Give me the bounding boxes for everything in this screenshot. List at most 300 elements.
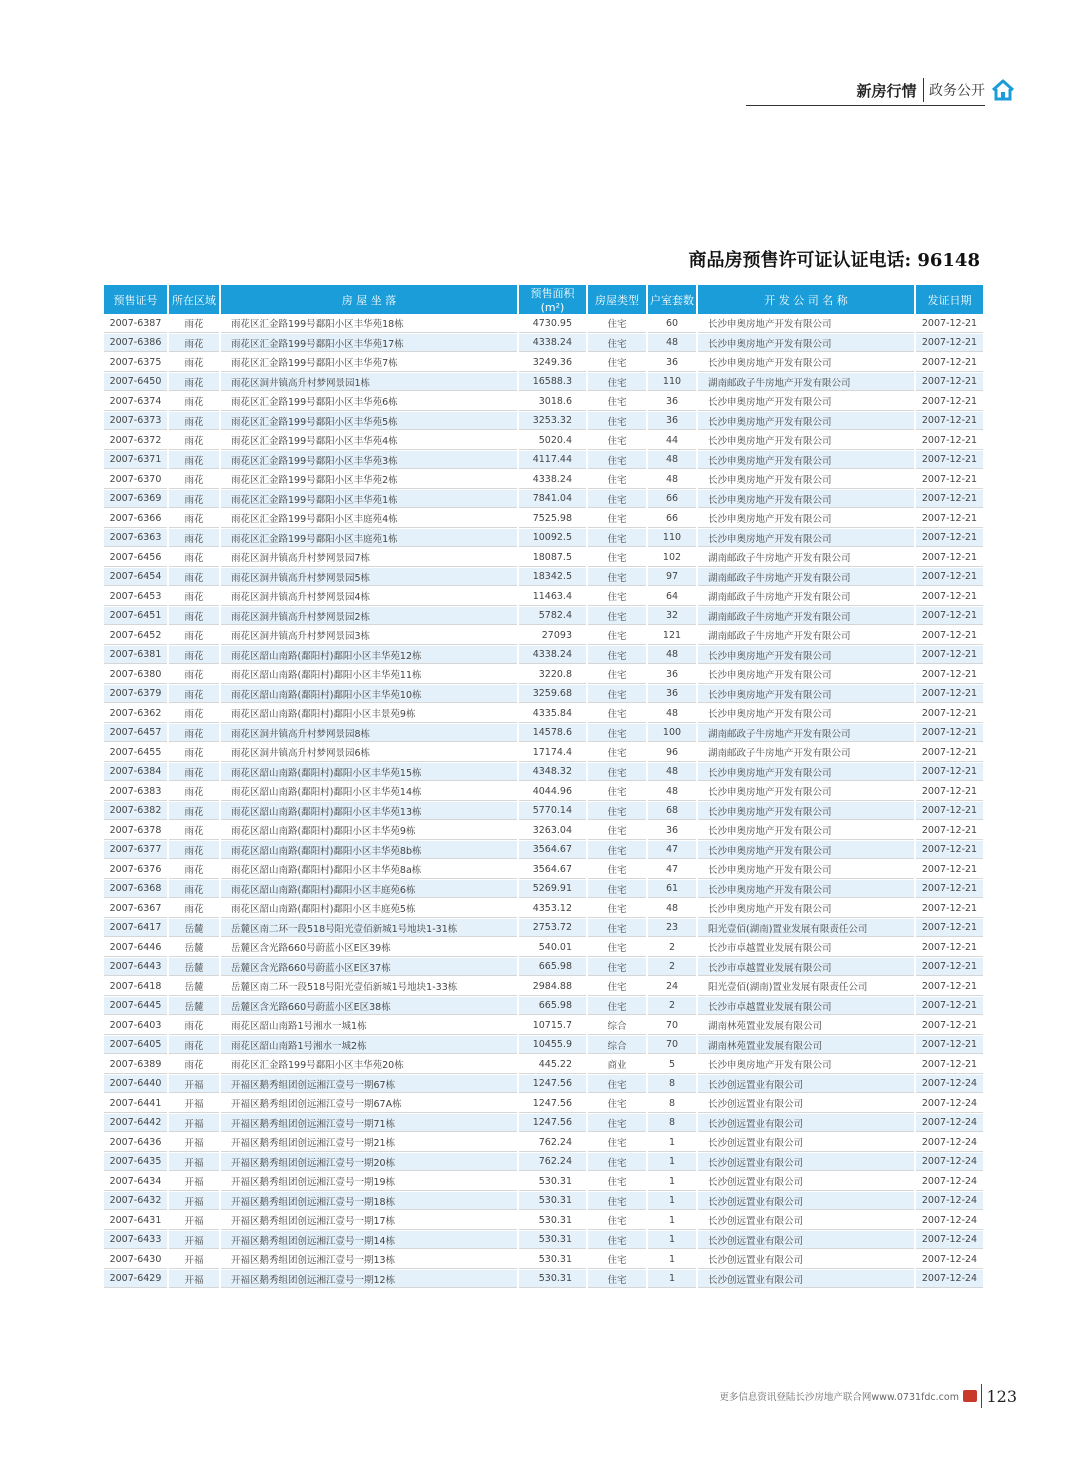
cell-developer: 湖南邮政子牛房地产开发有限公司: [698, 587, 916, 607]
table-row: [104, 1153, 983, 1173]
cell-permit-no: 2007-6384: [104, 763, 169, 783]
table-row: [104, 1250, 983, 1270]
cell-units: 1: [648, 1231, 698, 1251]
cell-type: 住宅: [588, 1094, 648, 1114]
cell-type: 住宅: [588, 899, 648, 919]
subsection-title: 政务公开: [929, 83, 985, 99]
cell-permit-no: 2007-6430: [104, 1250, 169, 1270]
cell-type: 住宅: [588, 763, 648, 783]
cell-permit-no: 2007-6403: [104, 1016, 169, 1036]
cell-units: 1: [648, 1250, 698, 1270]
cell-units: 68: [648, 802, 698, 822]
cell-area: 10455.9: [519, 1036, 588, 1056]
cell-location: 雨花区韶山南路(鄱阳村)鄱阳小区丰华苑10栋: [221, 685, 519, 705]
table-row: [104, 704, 983, 724]
cell-location: 开福区鹅秀组团创远湘江壹号一期21栋: [221, 1133, 519, 1153]
cell-district: 开福: [169, 1172, 221, 1192]
cell-area: 1247.56: [519, 1114, 588, 1134]
cell-developer: 长沙市卓越置业发展有限公司: [698, 938, 916, 958]
cell-units: 32: [648, 607, 698, 627]
cell-district: 雨花: [169, 626, 221, 646]
cell-permit-no: 2007-6441: [104, 1094, 169, 1114]
cell-units: 1: [648, 1192, 698, 1212]
cell-units: 1: [648, 1172, 698, 1192]
cell-permit-no: 2007-6382: [104, 802, 169, 822]
cell-units: 102: [648, 548, 698, 568]
cell-type: 住宅: [588, 1114, 648, 1134]
cell-location: 雨花区洞井镇高升村梦网景园2栋: [221, 607, 519, 627]
cell-area: 17174.4: [519, 743, 588, 763]
cell-developer: 长沙申奥房地产开发有限公司: [698, 470, 916, 490]
cell-type: 住宅: [588, 860, 648, 880]
cell-units: 36: [648, 412, 698, 432]
cell-area: 4338.24: [519, 334, 588, 354]
cell-district: 开福: [169, 1075, 221, 1095]
cell-permit-no: 2007-6374: [104, 392, 169, 412]
cell-area: 5269.91: [519, 880, 588, 900]
cell-district: 岳麓: [169, 919, 221, 939]
cell-location: 雨花区韶山南路1号湘水一城1栋: [221, 1016, 519, 1036]
header-rule: [746, 105, 985, 106]
cell-location: 雨花区韶山南路(鄱阳村)鄱阳小区丰庭苑6栋: [221, 880, 519, 900]
cell-type: 住宅: [588, 1250, 648, 1270]
cell-developer: 阳光壹佰(湖南)置业发展有限责任公司: [698, 977, 916, 997]
cell-permit-no: 2007-6389: [104, 1055, 169, 1075]
cell-date: 2007-12-24: [916, 1250, 983, 1270]
table-row: [104, 724, 983, 744]
cell-permit-no: 2007-6376: [104, 860, 169, 880]
cell-developer: 长沙申奥房地产开发有限公司: [698, 899, 916, 919]
cell-permit-no: 2007-6379: [104, 685, 169, 705]
table-row: [104, 470, 983, 490]
cell-units: 100: [648, 724, 698, 744]
cell-developer: 长沙申奥房地产开发有限公司: [698, 509, 916, 529]
col-area: 预售面积(m²): [519, 285, 588, 314]
cell-district: 雨花: [169, 529, 221, 549]
cell-developer: 长沙申奥房地产开发有限公司: [698, 763, 916, 783]
cell-type: 住宅: [588, 743, 648, 763]
cell-units: 8: [648, 1094, 698, 1114]
cell-area: 7841.04: [519, 490, 588, 510]
cell-date: 2007-12-21: [916, 802, 983, 822]
cell-date: 2007-12-24: [916, 1094, 983, 1114]
cell-date: 2007-12-21: [916, 958, 983, 978]
cell-district: 雨花: [169, 1016, 221, 1036]
table-row: [104, 646, 983, 666]
cell-district: 雨花: [169, 412, 221, 432]
cell-type: 住宅: [588, 997, 648, 1017]
cell-units: 1: [648, 1211, 698, 1231]
cell-developer: 长沙创远置业有限公司: [698, 1270, 916, 1290]
table-row: [104, 938, 983, 958]
table-row: [104, 1114, 983, 1134]
cell-units: 48: [648, 470, 698, 490]
cell-area: 540.01: [519, 938, 588, 958]
cell-district: 雨花: [169, 743, 221, 763]
cell-type: 住宅: [588, 607, 648, 627]
table-row: [104, 1094, 983, 1114]
cell-area: 4117.44: [519, 451, 588, 471]
cell-date: 2007-12-21: [916, 704, 983, 724]
cell-area: 4353.12: [519, 899, 588, 919]
cell-units: 66: [648, 509, 698, 529]
cell-date: 2007-12-24: [916, 1231, 983, 1251]
cell-location: 雨花区汇金路199号鄱阳小区丰庭苑1栋: [221, 529, 519, 549]
cell-units: 48: [648, 334, 698, 354]
cell-area: 665.98: [519, 958, 588, 978]
table-row: [104, 1192, 983, 1212]
cell-area: 2753.72: [519, 919, 588, 939]
cell-permit-no: 2007-6434: [104, 1172, 169, 1192]
cell-district: 开福: [169, 1270, 221, 1290]
cell-permit-no: 2007-6387: [104, 314, 169, 334]
cell-date: 2007-12-21: [916, 1036, 983, 1056]
header-divider: [923, 78, 925, 102]
cell-date: 2007-12-24: [916, 1192, 983, 1212]
cell-district: 开福: [169, 1250, 221, 1270]
cell-district: 雨花: [169, 568, 221, 588]
cell-area: 7525.98: [519, 509, 588, 529]
cell-units: 1: [648, 1270, 698, 1290]
cell-date: 2007-12-21: [916, 1055, 983, 1075]
table-row: [104, 529, 983, 549]
cell-units: 36: [648, 392, 698, 412]
cell-date: 2007-12-24: [916, 1270, 983, 1290]
cell-area: 3564.67: [519, 860, 588, 880]
cell-area: 665.98: [519, 997, 588, 1017]
cell-developer: 长沙申奥房地产开发有限公司: [698, 314, 916, 334]
cell-units: 1: [648, 1133, 698, 1153]
table-row: [104, 490, 983, 510]
table-row: [104, 860, 983, 880]
table-row: [104, 1016, 983, 1036]
cell-location: 开福区鹅秀组团创远湘江壹号一期20栋: [221, 1153, 519, 1173]
cell-type: 住宅: [588, 782, 648, 802]
table-row: [104, 1231, 983, 1251]
cell-area: 14578.6: [519, 724, 588, 744]
cell-area: 1247.56: [519, 1075, 588, 1095]
table-row: [104, 1075, 983, 1095]
home-icon: [991, 79, 1015, 101]
cell-type: 住宅: [588, 919, 648, 939]
cell-district: 雨花: [169, 782, 221, 802]
cell-area: 762.24: [519, 1133, 588, 1153]
cell-area: 2984.88: [519, 977, 588, 997]
cell-location: 雨花区汇金路199号鄱阳小区丰华苑7栋: [221, 353, 519, 373]
cell-permit-no: 2007-6380: [104, 665, 169, 685]
cell-area: 530.31: [519, 1192, 588, 1212]
cell-area: 4348.32: [519, 763, 588, 783]
cell-permit-no: 2007-6373: [104, 412, 169, 432]
cell-location: 岳麓区含光路660号蔚蓝小区E区39栋: [221, 938, 519, 958]
table-row: [104, 431, 983, 451]
cell-location: 开福区鹅秀组团创远湘江壹号一期13栋: [221, 1250, 519, 1270]
table-row: [104, 997, 983, 1017]
cell-date: 2007-12-21: [916, 568, 983, 588]
cell-district: 雨花: [169, 314, 221, 334]
cell-date: 2007-12-24: [916, 1075, 983, 1095]
cell-district: 开福: [169, 1153, 221, 1173]
cell-location: 开福区鹅秀组团创远湘江壹号一期19栋: [221, 1172, 519, 1192]
cell-developer: 长沙申奥房地产开发有限公司: [698, 431, 916, 451]
cell-permit-no: 2007-6443: [104, 958, 169, 978]
cell-date: 2007-12-21: [916, 665, 983, 685]
cell-district: 开福: [169, 1094, 221, 1114]
cell-developer: 湖南邮政子牛房地产开发有限公司: [698, 626, 916, 646]
cell-area: 530.31: [519, 1250, 588, 1270]
cell-developer: 长沙申奥房地产开发有限公司: [698, 490, 916, 510]
table-row: [104, 958, 983, 978]
cell-date: 2007-12-21: [916, 821, 983, 841]
cell-location: 雨花区洞井镇高升村梦网景园7栋: [221, 548, 519, 568]
cell-developer: 湖南邮政子牛房地产开发有限公司: [698, 607, 916, 627]
cell-district: 雨花: [169, 841, 221, 861]
cell-location: 雨花区韶山南路(鄱阳村)鄱阳小区丰庭苑5栋: [221, 899, 519, 919]
cell-date: 2007-12-21: [916, 724, 983, 744]
cell-date: 2007-12-21: [916, 431, 983, 451]
cell-type: 住宅: [588, 821, 648, 841]
cell-developer: 长沙创远置业有限公司: [698, 1231, 916, 1251]
cell-permit-no: 2007-6370: [104, 470, 169, 490]
cell-date: 2007-12-21: [916, 743, 983, 763]
cell-developer: 长沙创远置业有限公司: [698, 1211, 916, 1231]
col-date: 发证日期: [916, 285, 983, 314]
cell-developer: 长沙创远置业有限公司: [698, 1250, 916, 1270]
cell-district: 岳麓: [169, 997, 221, 1017]
cell-area: 16588.3: [519, 373, 588, 393]
cell-location: 岳麓区南二环一段518号阳光壹佰新城1号地块1-31栋: [221, 919, 519, 939]
cell-date: 2007-12-21: [916, 490, 983, 510]
cell-date: 2007-12-21: [916, 334, 983, 354]
cell-location: 雨花区汇金路199号鄱阳小区丰华苑1栋: [221, 490, 519, 510]
cell-district: 雨花: [169, 802, 221, 822]
cell-developer: 长沙创远置业有限公司: [698, 1133, 916, 1153]
cell-district: 岳麓: [169, 938, 221, 958]
cell-type: 住宅: [588, 646, 648, 666]
cell-permit-no: 2007-6432: [104, 1192, 169, 1212]
cell-permit-no: 2007-6372: [104, 431, 169, 451]
cell-district: 雨花: [169, 587, 221, 607]
cell-units: 5: [648, 1055, 698, 1075]
table-row: [104, 548, 983, 568]
cell-permit-no: 2007-6363: [104, 529, 169, 549]
cell-location: 雨花区汇金路199号鄱阳小区丰华苑18栋: [221, 314, 519, 334]
cell-type: 住宅: [588, 626, 648, 646]
cell-location: 雨花区韶山南路(鄱阳村)鄱阳小区丰华苑15栋: [221, 763, 519, 783]
cell-area: 4730.95: [519, 314, 588, 334]
cell-location: 雨花区洞井镇高升村梦网景园4栋: [221, 587, 519, 607]
table-row: [104, 665, 983, 685]
cell-date: 2007-12-21: [916, 685, 983, 705]
cell-units: 64: [648, 587, 698, 607]
cell-area: 5782.4: [519, 607, 588, 627]
table-row: [104, 763, 983, 783]
site-logo-icon: [963, 1390, 977, 1402]
cell-developer: 长沙创远置业有限公司: [698, 1114, 916, 1134]
cell-type: 住宅: [588, 470, 648, 490]
cell-developer: 长沙申奥房地产开发有限公司: [698, 802, 916, 822]
cell-date: 2007-12-24: [916, 1172, 983, 1192]
cell-developer: 长沙申奥房地产开发有限公司: [698, 353, 916, 373]
cell-type: 住宅: [588, 509, 648, 529]
cell-area: 3263.04: [519, 821, 588, 841]
table-row: [104, 373, 983, 393]
cell-district: 雨花: [169, 763, 221, 783]
cell-units: 36: [648, 821, 698, 841]
cell-developer: 湖南邮政子牛房地产开发有限公司: [698, 568, 916, 588]
col-location: 房 屋 坐 落: [221, 285, 519, 314]
cell-developer: 长沙申奥房地产开发有限公司: [698, 841, 916, 861]
cell-district: 雨花: [169, 704, 221, 724]
cell-district: 雨花: [169, 373, 221, 393]
cell-units: 48: [648, 451, 698, 471]
cell-date: 2007-12-21: [916, 470, 983, 490]
cell-location: 开福区鹅秀组团创远湘江壹号一期12栋: [221, 1270, 519, 1290]
table-row: [104, 782, 983, 802]
cell-units: 60: [648, 314, 698, 334]
cell-type: 综合: [588, 1016, 648, 1036]
cell-type: 住宅: [588, 1153, 648, 1173]
cell-type: 住宅: [588, 1211, 648, 1231]
cell-type: 住宅: [588, 568, 648, 588]
cell-date: 2007-12-24: [916, 1153, 983, 1173]
cell-units: 8: [648, 1075, 698, 1095]
cell-units: 36: [648, 353, 698, 373]
cell-area: 3220.8: [519, 665, 588, 685]
cell-date: 2007-12-21: [916, 548, 983, 568]
cell-units: 36: [648, 665, 698, 685]
cell-units: 96: [648, 743, 698, 763]
table-row: [104, 899, 983, 919]
cell-type: 住宅: [588, 490, 648, 510]
table-row: [104, 880, 983, 900]
cell-date: 2007-12-21: [916, 646, 983, 666]
cell-date: 2007-12-21: [916, 607, 983, 627]
cell-permit-no: 2007-6435: [104, 1153, 169, 1173]
cell-district: 雨花: [169, 1055, 221, 1075]
cell-date: 2007-12-21: [916, 1016, 983, 1036]
cell-units: 48: [648, 704, 698, 724]
cell-developer: 长沙申奥房地产开发有限公司: [698, 665, 916, 685]
cell-date: 2007-12-21: [916, 782, 983, 802]
cell-developer: 长沙申奥房地产开发有限公司: [698, 529, 916, 549]
cell-district: 雨花: [169, 899, 221, 919]
cell-units: 47: [648, 841, 698, 861]
cell-units: 44: [648, 431, 698, 451]
table-row: [104, 587, 983, 607]
cell-type: 综合: [588, 1036, 648, 1056]
cell-type: 住宅: [588, 587, 648, 607]
cell-type: 住宅: [588, 1270, 648, 1290]
cell-type: 住宅: [588, 685, 648, 705]
cell-district: 岳麓: [169, 958, 221, 978]
cell-units: 1: [648, 1153, 698, 1173]
footer-divider: [981, 1384, 983, 1408]
cell-units: 8: [648, 1114, 698, 1134]
cell-area: 3564.67: [519, 841, 588, 861]
cell-permit-no: 2007-6445: [104, 997, 169, 1017]
page-header: [856, 76, 1015, 104]
cell-units: 48: [648, 899, 698, 919]
cell-date: 2007-12-24: [916, 1114, 983, 1134]
cell-type: 住宅: [588, 353, 648, 373]
cell-location: 雨花区韶山南路(鄱阳村)鄱阳小区丰华苑9栋: [221, 821, 519, 841]
table-row: [104, 743, 983, 763]
cell-date: 2007-12-21: [916, 392, 983, 412]
cell-developer: 长沙申奥房地产开发有限公司: [698, 412, 916, 432]
cell-type: 住宅: [588, 314, 648, 334]
cell-permit-no: 2007-6450: [104, 373, 169, 393]
cell-permit-no: 2007-6431: [104, 1211, 169, 1231]
cell-area: 3259.68: [519, 685, 588, 705]
cell-type: 住宅: [588, 802, 648, 822]
cell-permit-no: 2007-6377: [104, 841, 169, 861]
table-row: [104, 977, 983, 997]
table-row: [104, 1211, 983, 1231]
cell-date: 2007-12-21: [916, 353, 983, 373]
cell-permit-no: 2007-6429: [104, 1270, 169, 1290]
cell-type: 住宅: [588, 431, 648, 451]
cell-location: 雨花区洞井镇高升村梦网景园8栋: [221, 724, 519, 744]
table-row: [104, 1172, 983, 1192]
cell-district: 开福: [169, 1114, 221, 1134]
cell-permit-no: 2007-6455: [104, 743, 169, 763]
cell-area: 3253.32: [519, 412, 588, 432]
cell-units: 110: [648, 373, 698, 393]
cell-developer: 湖南林苑置业发展有限公司: [698, 1036, 916, 1056]
cell-date: 2007-12-21: [916, 880, 983, 900]
cell-developer: 长沙申奥房地产开发有限公司: [698, 782, 916, 802]
cell-date: 2007-12-21: [916, 412, 983, 432]
table-row: [104, 1036, 983, 1056]
cell-date: 2007-12-21: [916, 860, 983, 880]
cell-date: 2007-12-21: [916, 587, 983, 607]
cell-developer: 长沙创远置业有限公司: [698, 1094, 916, 1114]
cell-location: 雨花区洞井镇高升村梦网景园6栋: [221, 743, 519, 763]
cell-area: 11463.4: [519, 587, 588, 607]
cell-district: 开福: [169, 1133, 221, 1153]
col-developer: 开 发 公 司 名 称: [698, 285, 916, 314]
cell-permit-no: 2007-6375: [104, 353, 169, 373]
cell-location: 开福区鹅秀组团创远湘江壹号一期67A栋: [221, 1094, 519, 1114]
cell-area: 762.24: [519, 1153, 588, 1173]
cell-date: 2007-12-21: [916, 899, 983, 919]
cell-units: 48: [648, 782, 698, 802]
cell-permit-no: 2007-6453: [104, 587, 169, 607]
cell-location: 雨花区汇金路199号鄱阳小区丰华苑3栋: [221, 451, 519, 471]
cell-permit-no: 2007-6378: [104, 821, 169, 841]
cell-location: 雨花区韶山南路(鄱阳村)鄱阳小区丰华苑13栋: [221, 802, 519, 822]
cell-district: 雨花: [169, 1036, 221, 1056]
table-row: [104, 802, 983, 822]
table-row: [104, 919, 983, 939]
col-type: 房屋类型: [588, 285, 648, 314]
cell-developer: 长沙申奥房地产开发有限公司: [698, 880, 916, 900]
cell-date: 2007-12-21: [916, 919, 983, 939]
cell-developer: 阳光壹佰(湖南)置业发展有限责任公司: [698, 919, 916, 939]
presale-permit-table: [104, 285, 983, 1289]
cell-location: 雨花区韶山南路(鄱阳村)鄱阳小区丰华苑12栋: [221, 646, 519, 666]
cell-district: 雨花: [169, 548, 221, 568]
table-row: [104, 568, 983, 588]
cell-developer: 湖南邮政子牛房地产开发有限公司: [698, 548, 916, 568]
cell-area: 5020.4: [519, 431, 588, 451]
table-row: [104, 1133, 983, 1153]
cell-area: 10715.7: [519, 1016, 588, 1036]
cell-permit-no: 2007-6452: [104, 626, 169, 646]
cell-permit-no: 2007-6454: [104, 568, 169, 588]
cell-area: 1247.56: [519, 1094, 588, 1114]
